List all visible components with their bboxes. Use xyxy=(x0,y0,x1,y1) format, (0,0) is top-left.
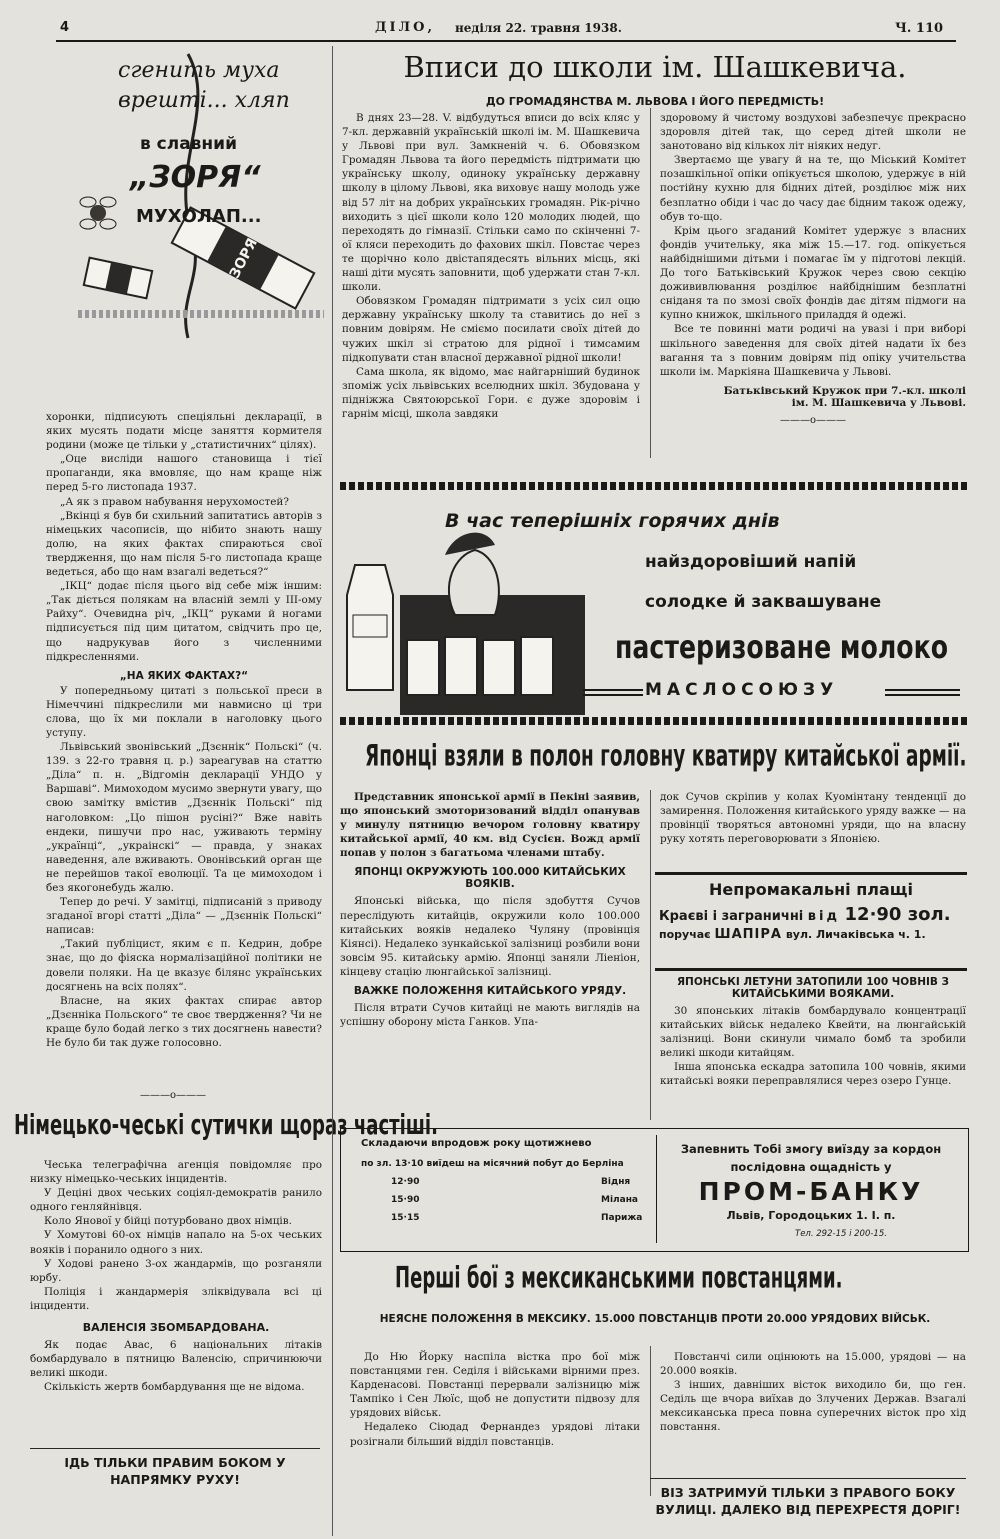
bank-name: ПРОМ-БАНКУ xyxy=(698,1177,924,1206)
valencia-heading: ВАЛЕНСІЯ ЗБОМБАРДОВАНА. xyxy=(82,1321,270,1335)
school-para-6: Крім цього згаданий Комітет удержує з власних фондів учительку, яка між 15.—17. год. опікується найбіднішими дітьми і помагає їм у підготові лекцій. До того Батьківський Кружок через свою секцію дожививлювання розділює найбіднішим безплатні сніданя та по змозі своїх фондів дає дітям підмоги на купно книжок, шкільного приладдя й одежі. xyxy=(660,224,966,322)
raincoat-line2a: поручає xyxy=(659,928,711,941)
bank-top: Складаючи впродовж року щотижнево xyxy=(361,1138,592,1149)
left-para-7: Львівський звонівський „Дзєннік“ Польскі“ (ч. 139. з 22-го травня ц. р.) зареагував на статтю „Діла“ п. н. „Відгомін декларації УНДО у Варшаві“. Мимоходом мусимо звернути увагу, що свою замітку вмістив „Дзєннік Польскі“ під наголовком: „Цо пішон русіні?“ Вже навіть ендеки, пишучи про нас, уживають терміну „українці“, „украінскі“ — правда, у знаках наведення, але вживають. Овонівський орган ще не перейшов такої еволюції. Та це мимоходом і без якогонебудь жалю. xyxy=(46,741,322,894)
japan-col-1 xyxy=(340,790,640,1029)
school-title: Вписи до школи ім. Шашкевича. xyxy=(403,50,907,84)
milk-bottle-icon xyxy=(347,565,393,690)
milk-brand: МАСЛОСОЮЗУ xyxy=(645,680,839,700)
valencia-para-2: Скількість жертв бомбардування ще не відома. xyxy=(44,1381,305,1394)
paper-name: ДІЛО, xyxy=(375,20,435,35)
zorya-product: МУХОЛАП... xyxy=(136,206,262,227)
column-rule-japan xyxy=(650,790,651,1120)
bank-right-1: Запевнить Тобі змогу виїзду за кордон xyxy=(680,1142,942,1156)
raincoat-rule-bottom xyxy=(655,968,967,971)
bank-sub: по зл. 13·10 виїдеш на місячний побут до Берліна xyxy=(361,1159,624,1169)
zorya-brand: „ЗОРЯ“ xyxy=(130,160,261,195)
japan-para-2: Після втрати Сучов китайці не мають виглядів на успішну оборону міста Ганков. Упа- xyxy=(340,1002,640,1029)
czech-article xyxy=(30,1158,322,1394)
left-para-9: „Такий публіцист, яким є п. Кедрин, добре знає, що до фіяска нормалізаційної політики не довели поляки. На це вказує білянс українських досягнень на всіх полях“. xyxy=(46,938,322,993)
raincoat-price: 12·90 зол. xyxy=(844,904,951,925)
raincoat-line2 xyxy=(659,927,926,942)
bank-phone: Тел. 292-15 і 200-15. xyxy=(795,1229,887,1239)
mexico-col-2 xyxy=(660,1350,966,1435)
school-signature-2: ім. М. Шашкевича у Львові. xyxy=(791,396,966,409)
milk-line3: солодке й заквашуване xyxy=(645,592,882,612)
left-para-6: У попередньому цитаті з польської преси в Німеччині підкреслили ми навмисно ці три слова, що їх ми поклали в наголовку цього уступу. xyxy=(46,684,322,739)
left-para-1: хоронки, підписують спеціяльні декларації, в яких мусять подати місце заняття кормителя родини (може це тільки у „статистичних“ цілях). xyxy=(46,411,322,452)
milk-illustration xyxy=(345,525,585,720)
japan-sub-2: ВАЖКЕ ПОЛОЖЕННЯ КИТАЙСЬКОГО УРЯДУ. xyxy=(353,985,627,998)
bank-ad xyxy=(340,1128,969,1252)
school-para-3: Сама школа, як відомо, має найгарніший будинок зпоміж усіх львівських вселюдних шкіл. Збудована у підніжжа Святоюрської Гори. є дуже здоровім і гарнім місці, школа завдяки xyxy=(342,365,640,420)
left-para-2: „Оце висліди нашого становища і тієї пропаганди, яка вмовляє, що нам краще ніж перед 5-го листопада 1937. xyxy=(46,453,322,494)
japan-col-2 xyxy=(660,790,966,846)
zorya-line2: врешті... хляп xyxy=(118,88,290,113)
mexico-subtitle: НЕЯСНЕ ПОЛОЖЕННЯ В МЕКСИКУ. 15.000 ПОВСТАНЦІВ ПРОТИ 20.000 УРЯДОВИХ ВІЙСЬК. xyxy=(379,1313,931,1325)
left-para-5: „ІКЦ“ додає після цього від себе між іншим: „Так діється полякам на власній землі у ІІІ-ому Райху“. Очевидна річ, „ІКЦ“ руками й ногами підписується під цим цитатом, свідчить про це, що надрукував його з численними підкресленнями. xyxy=(46,580,322,663)
left-traffic-slogan: ІДЬ ТІЛЬКИ ПРАВИМ БОКОМ У НАПРЯМКУ РУХУ! xyxy=(64,1455,286,1487)
milk-brand-rule-right xyxy=(885,689,960,696)
japan-sub-1: ЯПОНЦІ ОКРУЖУЮТЬ 100.000 КИТАЙСЬКИХ ВОЯКІВ. xyxy=(354,866,626,891)
milk-ad-bottom-rule xyxy=(340,717,970,725)
school-signature-1: Батьківський Кружок при 7.-кл. школі xyxy=(723,384,966,397)
zorya-line1: сгенить муха xyxy=(118,58,280,83)
milk-line2: найздоровіший напій xyxy=(645,552,857,572)
czech-para-4: У Хомутові 60-ох німців напало на 5-ох чеських вояків і поранило одного з них. xyxy=(30,1229,322,1256)
school-para-5: Звертаємо ще увагу й на те, що Міський Комітет позашкільної опіки опікується школою, удержує в ній постійну кухню для бідних дітей, розділює між них безплатно обіди і час до часу дає бідним також одежу, обув то-що. xyxy=(660,154,966,223)
mexico-para-1: До Ню Йорку наспіла вістка про бої між повстанцями ген. Седіля і військами вірними през. Карденасові. Повстанці перервали залізницю між Тампіко і Сен Люїс, щоб не допустити підвозу для урядових військ. xyxy=(350,1351,640,1420)
milk-line4: пастеризоване молоко xyxy=(615,628,949,666)
milk-ad xyxy=(345,500,970,705)
japan-para-1: Японські війська, що після здобуття Сучов переслідують китайців, окружили коло 100.000 китайських вояків недалеко Чуляну (провінція Кіянсі). Недалеко зункайської залізниці розбили вони зовсім 95. китайську армію. Японці заняли Ліеніон, кінцеву стацію люнгайської залізниці. xyxy=(340,895,640,978)
raincoat-rule-top xyxy=(655,872,967,875)
japan-title: Японці взяли в полон головну кватиру китайської армії. xyxy=(365,740,967,774)
bank-divider xyxy=(656,1135,657,1243)
japan-sub-3: ЯПОНСЬКІ ЛЕТУНИ ЗАТОПИЛИ 100 ЧОВНІВ З КИТАЙСЬКИМИ ВОЯКАМИ. xyxy=(676,976,950,1000)
japan-col-2-continued xyxy=(660,976,966,1089)
japan-para-3: док Сучов скріпив у колах Куомінтану тенденції до замирення. Положення китайського уряду важке — на провінції творяться автономні уряди, що на власну руку хотять переговорювати з Японією. xyxy=(660,791,966,846)
issue-date: неділя 22. травня 1938. xyxy=(455,21,622,35)
bank-row-3-amount: 15·15 xyxy=(391,1213,420,1223)
raincoat-line2b: вул. Личаківська ч. 1. xyxy=(785,928,926,941)
school-para-4: здоровому й чистому воздухові забезпечує прекрасно здоровля дітей так, що серед дітей школи не занотовано від кількох літ ніяких недуг. xyxy=(660,112,966,153)
japan-lead: Представник японської армії в Пекіні заявив, що японський змоторизований відділ опанував у минулу пятницю вечором головну кватиру китайської армії, 40 км. від Сусієн. Вожд армії попав у полон з багатьома членами штабу. xyxy=(340,791,640,860)
school-para-7: Все те повинні мати родичі на увазі і при виборі шкільного заведення для своїх дітей надати їх без вагання та з повним довірям під опіку учительства школи ім. Маркіяна Шашкевича у Львові. xyxy=(660,323,966,378)
page-number: 4 xyxy=(60,20,70,35)
left-divider: ———o——— xyxy=(140,1090,207,1101)
bank-right-3: послідовна ощадність у xyxy=(730,1160,892,1174)
raincoat-title: Непромакальні плащі xyxy=(709,880,913,899)
school-para-2: Обовязком Громадян підтримати з усіх сил оцю державну українську школу та ставитись до неї з повним довірям. Не сміємо посилати своїх дітей до чужих шкіл зі стратою для рідної і тимсамим підкопувати стан власної державної рідної школи! xyxy=(342,295,640,364)
right-traffic-slogan: ВІЗ ЗАТРИМУЙ ТІЛЬКИ З ПРАВОГО БОКУ ВУЛИЦІ. ДАЛЕКО ВІД ПЕРЕХРЕСТЯ ДОРІГ! xyxy=(655,1485,961,1517)
czech-para-3: Коло Янової у бійці потурбовано двох німців. xyxy=(44,1215,292,1228)
mexico-title: Перші бої з мексиканськими повстанцями. xyxy=(395,1262,843,1296)
japan-para-5: Інша японська ескадра затопила 100 човнів, якими китайські вояки переправлялися через озеро Гунце. xyxy=(660,1061,966,1088)
left-para-3: „А як з правом набування нерухомостей? xyxy=(60,495,289,508)
japan-para-4: 30 японських літаків бомбардувало концентрації китайських військ недалеко Квейти, на люнгайській залізниці. Вони скинули чимало бомб та зробили великі шкоди китайцям. xyxy=(660,1005,966,1060)
school-para-1: В днях 23—28. V. відбудуться вписи до всіх кляс у 7-кл. державній українській школі ім. М. Шашкевича у Львові при вул. Замкненій ч. 6. Обовязком Громадян Львова та його передмість підтримати цю українську школу, одиноку українську державну школу в цілому Львові, яка виховує нашу молодь уже від 57 літ на добрих українських громадян. Рік-річно виходить з цієї школи коло 120 молодих людей, що переходять до гімназії. Стільки само по скінченні 7-ої кляси переходить до фахових шкіл. Повстає через те щорічно коло двістапядесять вільних місць, які наші діти мусять заповнити, щоб удержати стан 7-кл. школи. xyxy=(342,112,640,294)
raincoat-line1 xyxy=(659,904,951,925)
valencia-para-1: Як подає Авас, 6 національних літаків бомбардувало в пятницю Валенсію, спричинюючи великі шкоди. xyxy=(30,1339,322,1380)
column-rule-mexico xyxy=(650,1346,651,1496)
school-subtitle: ДО ГРОМАДЯНСТВА М. ЛЬВОВА І ЙОГО ПЕРЕДМІСТЬ! xyxy=(485,95,825,108)
left-para-10: Власне, на яких фактах спирає автор „Дзєнніка Польского“ те своє твердження? Чи не краще було бодай легко з тих досягнень навести? Не було би так дуже голосовно. xyxy=(46,994,322,1050)
raincoat-shop: ШАПІРА xyxy=(714,927,782,942)
bank-row-1-amount: 12·90 xyxy=(391,1177,420,1187)
school-divider: ———o——— xyxy=(779,414,847,426)
milk-ad-top-rule xyxy=(340,482,970,490)
bank-row-3-city: Парижа xyxy=(601,1213,643,1223)
mexico-para-3: Повстанчі сили оцінюють на 15.000, урядові — на 20.000 вояків. xyxy=(660,1351,966,1378)
left-bottom-rule xyxy=(30,1448,320,1449)
zorya-ad xyxy=(78,48,324,404)
czech-para-5: У Ходові ранено 3-ох жандармів, що розганяли юрбу. xyxy=(30,1257,322,1284)
bank-row-2-city: Мілана xyxy=(601,1195,638,1205)
left-para-8: Тепер до речі. У замітці, підписаній з приводу згаданої вгорі статті „Діла“ — „Дзєннік Польскі“ написав: xyxy=(46,896,322,937)
mexico-para-2: Недалеко Сіюдад Фернандез урядові літаки розігнали більший відділ повстанців. xyxy=(350,1421,640,1448)
school-col-2 xyxy=(660,111,966,426)
raincoat-ad xyxy=(655,872,967,972)
header-rule xyxy=(56,40,956,42)
svg-text:ЗОРЯ: ЗОРЯ xyxy=(226,235,262,282)
raincoat-line1b: від xyxy=(807,909,840,924)
zorya-line3: в славний xyxy=(140,134,238,154)
czech-para-2: У Деціні двох чеських соціял-демократів ранило одного генляйнівця. xyxy=(30,1187,322,1214)
school-col-1 xyxy=(342,111,640,421)
bank-row-2-amount: 15·90 xyxy=(391,1195,420,1205)
left-para-4: „Вкінці я був би схильний запитатись авторів з німецьких часописів, що нібито знають нашу долю, на яких фактах спираються свої твердження, що нам після 5-го листопада краще ведеться, або що нам взагалі ведеться?“ xyxy=(46,509,322,579)
milk-line1: В час теперішніх горячих днів xyxy=(445,510,780,532)
fly-icon xyxy=(80,197,116,229)
czech-title: Німецько-чеські сутички щораз частіші. xyxy=(14,1110,438,1142)
czech-para-1: Чеська телеграфічна агенція повідомляє про низку німецько-чеських інцидентів. xyxy=(30,1159,322,1186)
left-column-article xyxy=(46,410,322,1050)
right-bottom-rule xyxy=(650,1478,966,1479)
column-rule-left xyxy=(332,46,333,1536)
issue-number: Ч. 110 xyxy=(895,21,944,36)
raincoat-line1a: Краєві і заграничні xyxy=(659,909,804,924)
bank-address: Львів, Городоцьких 1. І. п. xyxy=(726,1209,896,1222)
mexico-para-4: З інших, давніших вісток виходило би, що ген. Седіль ще вчора виїхав до Злучених Держав. Взагалі мексиканська преса повна суперечних вісток про хід повстання. xyxy=(660,1379,966,1434)
milk-brand-rule-left xyxy=(583,689,643,696)
mexico-col-1 xyxy=(350,1350,640,1449)
column-rule-school xyxy=(650,108,651,458)
left-subheading: „НА ЯКИХ ФАКТАХ?“ xyxy=(119,669,249,682)
czech-para-6: Поліція і жандармерія зліквідувала всі ці інциденти. xyxy=(30,1285,322,1312)
bank-row-1-city: Відня xyxy=(601,1177,631,1187)
